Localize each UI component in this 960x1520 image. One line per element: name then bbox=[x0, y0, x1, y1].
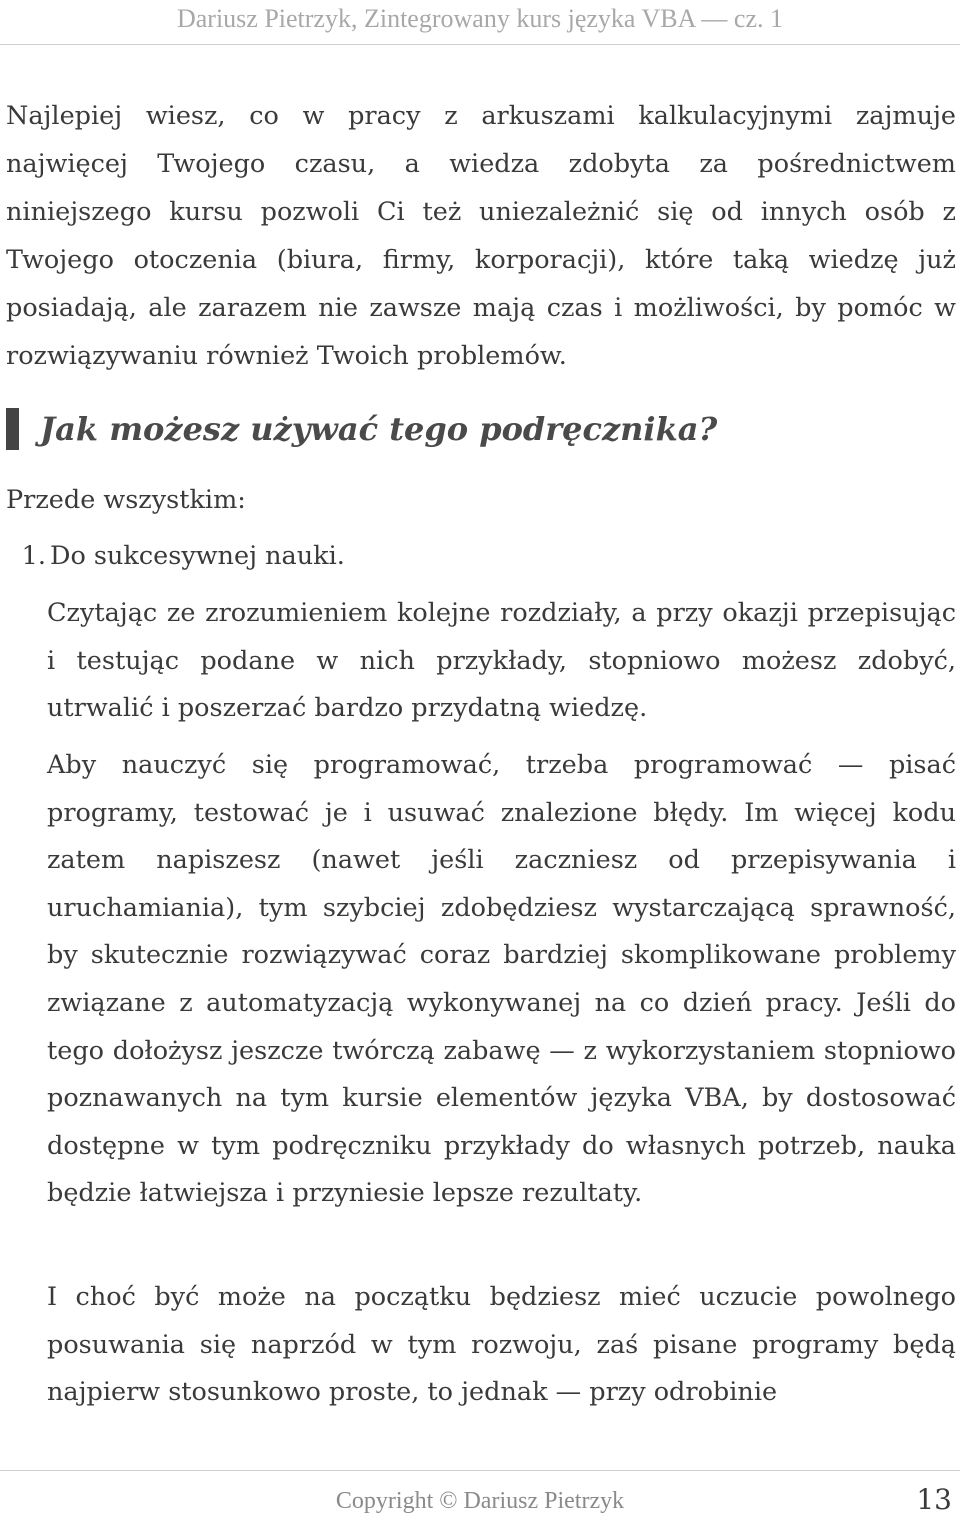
heading-bar-marker bbox=[6, 408, 19, 450]
intro-paragraph: Najlepiej wiesz, co w pracy z arkuszami kalkulacyjnymi zajmuje najwięcej Twojego czasu, a wiedza zdobyta za pośrednictwem niniejszego kursu pozwoli Ci też uniezależnić się od innych osób z Twojego otoczenia (biura, firmy, korporacji), które taką wiedzę już posiadają, ale zarazem nie zawsze mają czas i możliwości, by pomóc w rozwiązywaniu również Twoich problemów. bbox=[6, 101, 956, 371]
page-number: 13 bbox=[916, 1483, 952, 1516]
body-paragraph-1: Czytając ze zrozumieniem kolejne rozdziały, a przy okazji przepisując i testując podane w nich przykłady, stopniowo możesz zdobyć, utrwalić i poszerzać bardzo przydatną wiedzę. bbox=[47, 598, 956, 724]
running-header: Dariusz Pietrzyk, Zintegrowany kurs języka VBA — cz. 1 bbox=[176, 4, 784, 33]
body-paragraph-2: Aby nauczyć się programować, trzeba programować — pisać programy, testować je i usuwać znalezione błędy. Im więcej kodu zatem napiszesz (nawet jeśli zaczniesz od przepisywania i uruchamiania), tym szybciej zdobędziesz wystarczającą sprawność, by skutecznie rozwiązywać coraz bardziej skomplikowane problemy związane z automatyzacją wykonywanej na co dzień pracy. Jeśli do tego dołożysz jeszcze twórczą zabawę — z wykorzystaniem stopniowo poznawanych na tym kursie elementów języka VBA, by dostosować dostępne w tym podręczniku przykłady do własnych potrzeb, nauka będzie łatwiejsza i przyniesie lepsze rezultaty. bbox=[47, 750, 956, 1209]
body-paragraph-3: I choć być może na początku będziesz mieć uczucie powolnego posuwania się naprzód w tym rozwoju, zaś pisane programy będą najpierw stosunkowo proste, to jednak — przy odrobinie bbox=[47, 1282, 956, 1408]
list-item-number: 1. bbox=[21, 541, 46, 571]
footer-divider bbox=[0, 1470, 960, 1471]
list-item bbox=[6, 532, 345, 580]
footer-copyright: Copyright © Dariusz Pietrzyk bbox=[335, 1488, 625, 1514]
section-heading bbox=[6, 404, 956, 454]
section-heading-text: Jak możesz używać tego podręcznika? bbox=[40, 410, 718, 448]
header-divider bbox=[0, 44, 960, 45]
section-lead: Przede wszystkim: bbox=[6, 485, 246, 515]
list-item-text: Do sukcesywnej nauki. bbox=[50, 541, 345, 571]
